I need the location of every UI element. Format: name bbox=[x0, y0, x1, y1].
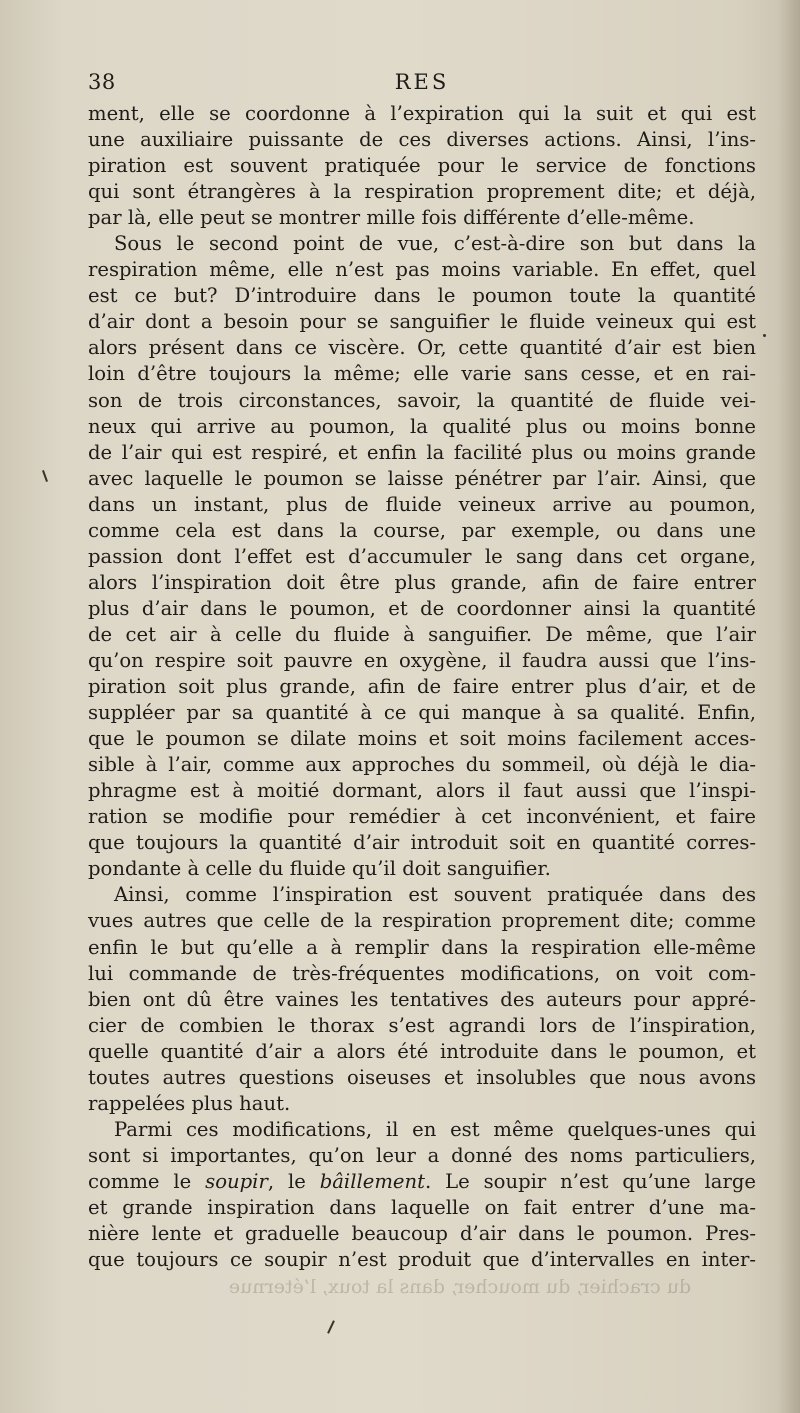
text-line: sible à l’air, comme aux approches du sommeil, où déjà le dia- bbox=[88, 753, 756, 777]
text-line: lui commande de très-fréquentes modifications, on voit com- bbox=[88, 961, 756, 985]
text-line: une auxiliaire puissante de ces diverses actions. Ainsi, l’ins- bbox=[88, 128, 756, 152]
text-line: piration soit plus grande, afin de faire entrer plus d’air, et de bbox=[88, 675, 756, 699]
text-line: alors présent dans ce viscère. Or, cette quantité d’air est bien bbox=[88, 336, 756, 360]
text-line: respiration même, elle n’est pas moins variable. En effet, quel bbox=[88, 258, 756, 282]
text-line: plus d’air dans le poumon, et de coordonner ainsi la quantité bbox=[88, 596, 756, 620]
text-line: suppléer par sa quantité à ce qui manque à sa qualité. Enfin, bbox=[88, 701, 756, 725]
text-line: qu’on respire soit pauvre en oxygène, il faudra aussi que l’ins- bbox=[88, 648, 756, 672]
text-line: comme cela est dans la course, par exemple, ou dans une bbox=[88, 518, 756, 542]
text-line: loin d’être toujours la même; elle varie sans cesse, et en rai- bbox=[88, 362, 756, 386]
text-line: avec laquelle le poumon se laisse pénétrer par l’air. Ainsi, que bbox=[88, 466, 756, 490]
text-line: que toujours la quantité d’air introduit soit en quantité corres- bbox=[88, 831, 756, 855]
text-line: sont si importantes, qu’on leur a donné des noms particuliers, bbox=[88, 1143, 756, 1167]
show-through-text: du crachier, du moucher, dans la toux, l’éternue bbox=[228, 1276, 692, 1298]
text-line: d’air dont a besoin pour se sanguifier le fluide veineux qui est bbox=[88, 310, 756, 334]
text-line: alors l’inspiration doit être plus grande, afin de faire entrer bbox=[88, 570, 756, 594]
text-line: qui sont étrangères à la respiration proprement dite; et déjà, bbox=[88, 180, 756, 204]
text-line: par là, elle peut se montrer mille fois différente d’elle-même. bbox=[88, 206, 695, 230]
page-number: 38 bbox=[88, 70, 116, 94]
running-head: RES bbox=[394, 70, 450, 94]
text-line: son de trois circonstances, savoir, la quantité de fluide vei- bbox=[88, 388, 756, 412]
text-line: dans un instant, plus de fluide veineux arrive au poumon, bbox=[88, 492, 756, 516]
text-line: comme le soupir, le bâillement. Le soupir n’est qu’une large bbox=[88, 1169, 756, 1193]
text-line: toutes autres questions oiseuses et insolubles que nous avons bbox=[88, 1065, 756, 1089]
text-line: quelle quantité d’air a alors été introduite dans le poumon, et bbox=[88, 1039, 756, 1063]
text-line: Sous le second point de vue, c’est-à-dire son but dans la bbox=[114, 232, 756, 256]
text-line: rappelées plus haut. bbox=[88, 1091, 291, 1115]
text-line: piration est souvent pratiquée pour le service de fonctions bbox=[88, 154, 756, 178]
text-line: pondante à celle du fluide qu’il doit sanguifier. bbox=[88, 857, 551, 881]
text-line: ration se modifie pour remédier à cet inconvénient, et faire bbox=[88, 805, 756, 829]
text-line: Parmi ces modifications, il en est même quelques-unes qui bbox=[114, 1117, 756, 1141]
ink-speck bbox=[763, 334, 766, 337]
text-line: Ainsi, comme l’inspiration est souvent pratiquée dans des bbox=[114, 883, 756, 907]
text-line: de cet air à celle du fluide à sanguifier. De même, que l’air bbox=[88, 622, 756, 646]
text-line: bien ont dû être vaines les tentatives des auteurs pour appré- bbox=[88, 987, 756, 1011]
text-line: nière lente et graduelle beaucoup d’air dans le poumon. Pres- bbox=[88, 1222, 756, 1246]
text-line: neux qui arrive au poumon, la qualité plus ou moins bonne bbox=[88, 414, 756, 438]
text-line: cier de combien le thorax s’est agrandi lors de l’inspiration, bbox=[88, 1013, 756, 1037]
text-line: ment, elle se coordonne à l’expiration qui la suit et qui est bbox=[88, 102, 756, 125]
ink-speck bbox=[327, 1320, 335, 1334]
text-line: enfin le but qu’elle a à remplir dans la respiration elle-même bbox=[88, 935, 756, 959]
text-line: vues autres que celle de la respiration proprement dite; comme bbox=[88, 909, 756, 933]
text-line: et grande inspiration dans laquelle on fait entrer d’une ma- bbox=[88, 1195, 756, 1219]
text-line: que toujours ce soupir n’est produit que d’intervalles en inter- bbox=[88, 1248, 756, 1272]
ink-speck bbox=[42, 470, 48, 482]
text-line: que le poumon se dilate moins et soit moins facilement acces- bbox=[88, 727, 756, 751]
text-line: est ce but? D’introduire dans le poumon toute la quantité bbox=[88, 284, 756, 308]
text-line: phragme est à moitié dormant, alors il faut aussi que l’inspi- bbox=[88, 779, 756, 803]
text-line: passion dont l’effet est d’accumuler le sang dans cet organe, bbox=[88, 544, 756, 568]
text-line: de l’air qui est respiré, et enfin la facilité plus ou moins grande bbox=[88, 440, 756, 464]
